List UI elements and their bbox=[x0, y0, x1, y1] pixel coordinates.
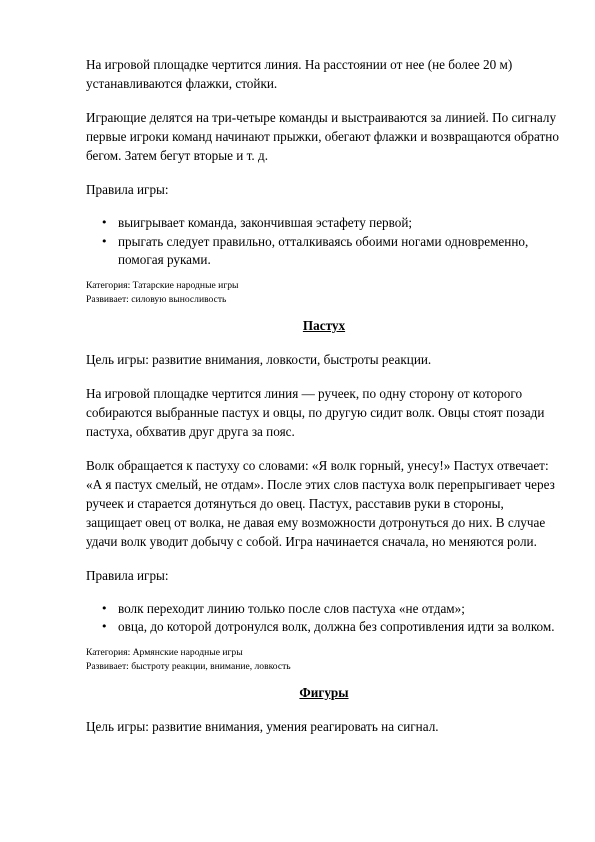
rule-text: прыгать следует правильно, отталкиваясь обоими ногами одновременно, помогая руками. bbox=[118, 233, 529, 267]
game1-rules-title: Правила игры: bbox=[86, 182, 169, 197]
game1-paragraph-2: Играющие делятся на три-четыре команды и выстраиваются за линией. По сигналу первые игроки команд начинают прыжки, обегают флажки и возвращаются обратно бегом. Затем бегут вторые и т. д. bbox=[86, 110, 559, 163]
game2-paragraph-1: На игровой площадке чертится линия — ручеек, по одну сторону от которого собираются выбранные пастух и овцы, по другую сидит волк. Овцы стоят позади пастуха, обхватив друг друга за пояс. bbox=[86, 385, 545, 439]
bullet-icon: • bbox=[101, 620, 108, 633]
bullet-icon: • bbox=[101, 601, 108, 615]
bullet-icon: • bbox=[101, 216, 108, 229]
list-item bbox=[86, 600, 562, 619]
game2-paragraph-2: Волк обращается к пастуху со словами: «Я волк горный, унесу!» Пастух отвечает: «А я пастух смелый, не отдам». После этих слов пастуха волк перепрыгивает через ручеек и старается дотянуться до овец. Пастух, расставив руки в стороны, защищает овец от волка, не давая ему возможности дотронуться до них. В случае удачи волк уводит добычу с собой. Игра начинается сначала, но меняются роли. bbox=[86, 457, 555, 549]
game1-paragraph-1: На игровой площадке чертится линия. На расстоянии от нее (не более 20 м) устанавливаются флажки, стойки. bbox=[86, 57, 513, 91]
game2-develops: Развивает: быстроту реакции, внимание, ловкость bbox=[86, 660, 291, 672]
game2-category: Категория: Армянские народные игры bbox=[86, 646, 243, 658]
game3-goal: Цель игры: развитие внимания, умения реагировать на сигнал. bbox=[86, 718, 439, 734]
rule-text: выигрывает команда, закончившая эстафету первой; bbox=[118, 215, 413, 230]
game3-title: Фигуры bbox=[299, 684, 349, 700]
bullet-icon: • bbox=[101, 234, 108, 248]
rule-text: волк переходит линию только после слов пастуха «не отдам»; bbox=[118, 600, 465, 616]
game2-goal: Цель игры: развитие внимания, ловкости, быстроты реакции. bbox=[86, 351, 432, 367]
document-page bbox=[86, 55, 562, 736]
list-item bbox=[86, 618, 562, 637]
rule-text: овца, до которой дотронулся волк, должна без сопротивления идти за волком. bbox=[118, 619, 555, 634]
game2-rules-title: Правила игры: bbox=[86, 567, 169, 583]
list-item bbox=[86, 214, 562, 233]
game1-category: Категория: Татарские народные игры bbox=[86, 279, 239, 291]
game1-develops: Развивает: силовую выносливость bbox=[86, 293, 227, 305]
game2-rules-list bbox=[86, 600, 562, 637]
game1-rules-list bbox=[86, 214, 562, 270]
game2-title: Пастух bbox=[302, 317, 346, 333]
list-item bbox=[86, 233, 562, 270]
